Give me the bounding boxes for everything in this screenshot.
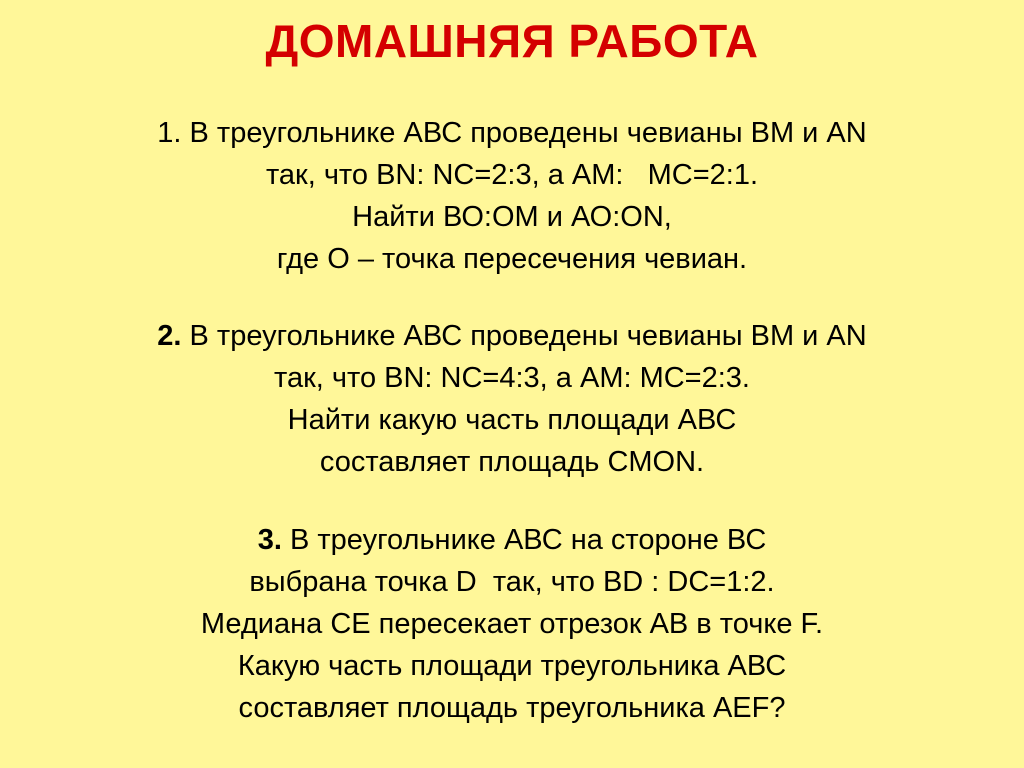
problem-1-line-3: Найти ВО:ОМ и АО:ОN, [352,201,672,233]
problem-2-line-1 [40,315,984,357]
problem-2 [40,315,984,483]
problem-3-line-3: Медиана СЕ пересекает отрезок АВ в точке F. [200,608,824,640]
problem-3-line-1-text: В треугольнике АВС на стороне ВС [281,524,767,556]
problem-3-number: 3. [257,524,282,556]
problem-3-line-4: Какую часть площади треугольника АВС [237,650,787,682]
problem-2-number: 2. [157,320,182,352]
problem-2-line-4: составляет площадь CMON. [319,446,705,478]
page-title: ДОМАШНЯЯ РАБОТА [265,15,759,67]
problem-1 [40,112,984,280]
problem-2-line-1-text: В треугольнике АВС проведены чевианы ВМ и АN [181,320,867,352]
problem-1-line-4: где О – точка пересечения чевиан. [276,243,748,275]
problem-1-line-1: 1. В треугольнике АВС проведены чевианы ВМ и АN [157,117,867,149]
problem-1-line-2: так, что BN: NC=2:3, а АМ: МС=2:1. [265,159,759,191]
problem-2-line-2: так, что BN: NC=4:3, а АМ: МС=2:3. [274,362,750,394]
problem-3-line-2: выбрана точка D так, что BD : DC=1:2. [249,566,775,598]
problem-3 [40,519,984,729]
problem-2-line-3: Найти какую часть площади АВС [287,404,737,436]
problem-3-line-1 [40,519,984,561]
problem-3-line-5: составляет площадь треугольника AEF? [238,692,786,724]
